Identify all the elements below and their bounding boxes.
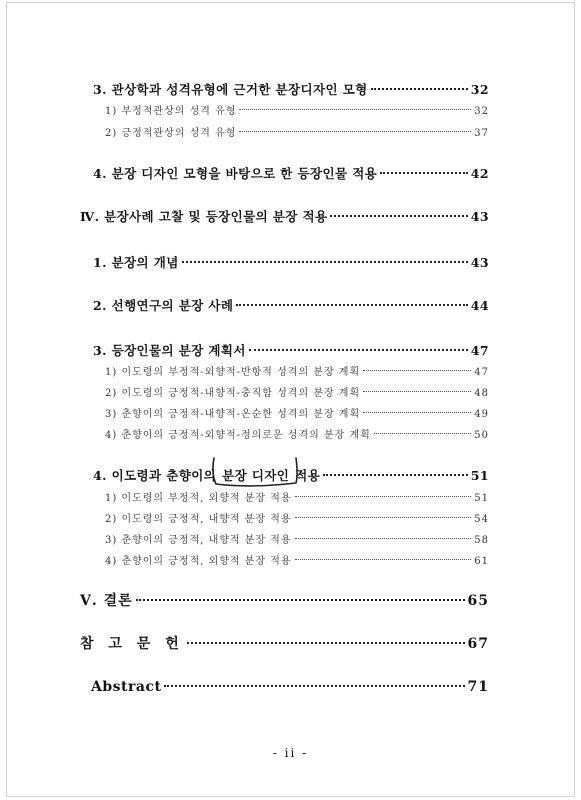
toc-entry-page: 47: [470, 343, 489, 358]
toc-entry-label: 2) 긍정적관상의 성격 유형: [105, 128, 237, 139]
toc-entry-label: 1) 이도령의 부정적, 외향적 분장 적용: [105, 493, 292, 504]
toc-entry-label: 1. 분장의 개념: [93, 255, 179, 270]
toc-entry[interactable]: [105, 363, 489, 378]
toc-entry-label: 4. 분장 디자인 모형을 바탕으로 한 등장인물 적용: [93, 166, 378, 181]
toc-entry-page: 43: [470, 255, 489, 270]
toc-entry-label: 2) 이도령의 긍정적, 내향적 분장 적용: [105, 514, 292, 525]
toc-entry[interactable]: [93, 341, 489, 359]
dot-leader: [249, 349, 468, 351]
toc-entry-label: Abstract: [91, 679, 162, 695]
toc-entry-page: 48: [474, 388, 489, 399]
toc-entry[interactable]: [93, 80, 489, 98]
toc-chapter[interactable]: [91, 679, 489, 695]
toc-entry-page: 44: [470, 298, 489, 313]
toc-entry-page: 54: [474, 514, 489, 525]
dot-leader: [295, 559, 472, 560]
toc-entry-page: 58: [474, 535, 489, 546]
toc-entry-label: 3. 등장인물의 분장 계획서: [93, 343, 246, 358]
toc-chapter[interactable]: [80, 590, 489, 610]
toc-entry-label: 1) 이도령의 부정적-외향적-반항적 성격의 분장 계획: [105, 367, 361, 378]
dot-leader: [187, 642, 465, 644]
toc-entry[interactable]: [105, 384, 489, 399]
toc-entry-label: 1) 부정적관상의 성격 유형: [105, 106, 237, 117]
toc-entry-page: 32: [470, 82, 489, 97]
page-number-footer: - ii -: [272, 746, 309, 760]
toc-entry[interactable]: [105, 124, 489, 139]
toc-entry-page: 50: [474, 430, 489, 441]
dot-leader: [295, 517, 472, 518]
toc-entry-label-c: 적용: [295, 468, 321, 483]
toc-entry-label: 3) 춘향이의 긍정적-내향적-온순한 성격의 분장 계획: [105, 409, 361, 420]
dot-leader: [323, 474, 468, 476]
toc-entry-label-highlighted: 분장 디자인: [222, 468, 290, 483]
dot-leader: [363, 391, 471, 392]
toc-entry-label: 4) 춘향이의 긍정적-외향적-정의로운 성격의 분장 계획: [105, 430, 371, 441]
dot-leader: [236, 304, 467, 306]
toc-entry[interactable]: [105, 102, 489, 117]
dot-leader: [295, 538, 472, 539]
toc-entry[interactable]: [93, 296, 489, 314]
dot-leader: [363, 412, 471, 413]
dot-leader: [182, 261, 468, 263]
toc-entry-label: 참 고 문 헌: [80, 636, 184, 652]
toc-entry-page: 61: [474, 556, 489, 567]
toc-entry[interactable]: [105, 405, 489, 420]
page-border: [6, 2, 575, 797]
toc-entry-label-a: 4. 이도령과 춘향이의: [93, 468, 217, 483]
toc-entry-page: 67: [467, 636, 489, 652]
toc-entry[interactable]: [105, 510, 489, 525]
toc-entry-page: 42: [470, 166, 489, 181]
toc-chapter[interactable]: [80, 633, 489, 653]
toc-entry[interactable]: [93, 164, 489, 182]
toc-chapter[interactable]: [80, 207, 489, 225]
toc-entry-page: 32: [474, 106, 489, 117]
dot-leader: [330, 215, 467, 217]
toc-entry[interactable]: [105, 531, 489, 546]
toc-entry-page: 65: [467, 593, 489, 609]
toc-entry[interactable]: [93, 253, 489, 271]
dot-leader: [239, 131, 471, 132]
dot-leader: [363, 370, 471, 371]
toc-entry-page: 51: [470, 468, 489, 483]
toc-entry-label: 2. 선행연구의 분장 사례: [93, 298, 234, 313]
toc-entry-page: 71: [467, 679, 489, 695]
toc-entry-label: Ⅳ. 분장사례 고찰 및 등장인물의 분장 적용: [80, 209, 328, 224]
toc-entry-label: 2) 이도령의 긍정적-내향적-충직함 성격의 분장 계획: [105, 388, 361, 399]
dot-leader: [136, 599, 465, 601]
dot-leader: [374, 433, 471, 434]
toc-entry[interactable]: [105, 489, 489, 504]
toc-entry-page: 49: [474, 409, 489, 420]
dot-leader: [239, 109, 471, 110]
toc-entry[interactable]: [105, 552, 489, 567]
toc-entry-page: 37: [474, 128, 489, 139]
toc-entry[interactable]: [105, 426, 489, 441]
dot-leader: [380, 172, 468, 174]
toc-entry[interactable]: [93, 466, 489, 484]
dot-leader: [164, 685, 464, 687]
toc-entry-page: 51: [474, 493, 489, 504]
toc-entry-label: 3) 춘향이의 긍정적, 내향적 분장 적용: [105, 535, 292, 546]
toc-entry-label: 3. 관상학과 성격유형에 근거한 분장디자인 모형: [93, 82, 368, 97]
toc-entry-page: 43: [470, 209, 489, 224]
toc-entry-page: 47: [474, 367, 489, 378]
toc-entry-label: Ⅴ. 결론: [80, 593, 133, 609]
dot-leader: [371, 88, 468, 90]
toc-entry-label: 4) 춘향이의 긍정적, 외향적 분장 적용: [105, 556, 292, 567]
dot-leader: [295, 496, 472, 497]
